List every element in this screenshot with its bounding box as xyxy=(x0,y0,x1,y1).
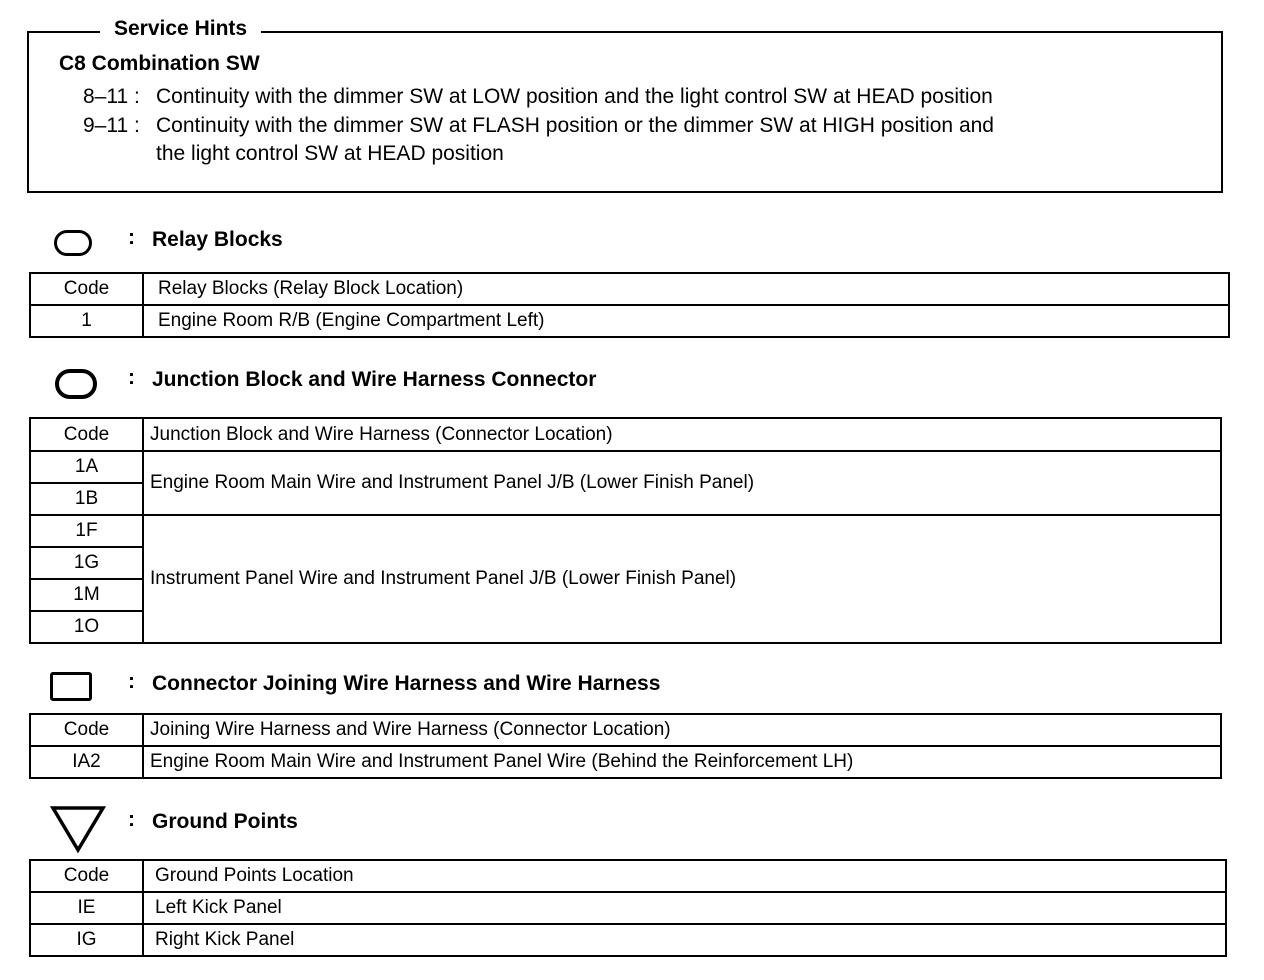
connector-table xyxy=(29,713,1222,779)
row-code: 1G xyxy=(30,547,143,579)
hint-text: Continuity with the dimmer SW at LOW position and the light control SW at HEAD position xyxy=(156,85,993,108)
header-code: Code xyxy=(30,714,143,746)
header-code: Code xyxy=(30,273,143,305)
row-code: 1B xyxy=(30,483,143,515)
header-code: Code xyxy=(30,860,143,892)
section-title: Relay Blocks xyxy=(152,228,283,251)
separator-colon: : xyxy=(128,670,135,693)
table-header-row xyxy=(30,273,1229,305)
table-header-row xyxy=(30,860,1226,892)
hint-key: 8–11 : xyxy=(83,85,140,108)
separator-colon: : xyxy=(128,226,135,249)
ground-points-table xyxy=(29,859,1227,957)
row-code: 1M xyxy=(30,579,143,611)
row-code: 1F xyxy=(30,515,143,547)
header-desc: Ground Points Location xyxy=(143,860,1226,892)
separator-colon: : xyxy=(128,366,135,389)
row-desc: Instrument Panel Wire and Instrument Panel J/B (Lower Finish Panel) xyxy=(143,515,1221,643)
table-row xyxy=(30,924,1226,956)
row-code: IA2 xyxy=(30,746,143,778)
table-row xyxy=(30,451,1221,483)
header-desc: Relay Blocks (Relay Block Location) xyxy=(143,273,1229,305)
row-desc: Left Kick Panel xyxy=(143,892,1226,924)
row-code: 1A xyxy=(30,451,143,483)
section-title: Ground Points xyxy=(152,810,298,833)
table-row xyxy=(30,892,1226,924)
row-code: 1 xyxy=(30,305,143,337)
oval-icon xyxy=(55,369,97,399)
junction-block-table xyxy=(29,417,1222,644)
table-header-row xyxy=(30,714,1221,746)
table-header-row xyxy=(30,418,1221,451)
separator-colon: : xyxy=(128,808,135,831)
square-icon xyxy=(50,672,92,701)
triangle-down-icon xyxy=(50,806,106,854)
hint-key: 9–11 : xyxy=(83,114,140,137)
table-row xyxy=(30,515,1221,547)
row-desc: Engine Room Main Wire and Instrument Panel Wire (Behind the Reinforcement LH) xyxy=(143,746,1221,778)
service-hints-title: Service Hints xyxy=(100,16,261,42)
section-title: Connector Joining Wire Harness and Wire Harness xyxy=(152,672,661,695)
row-code: IG xyxy=(30,924,143,956)
header-desc: Joining Wire Harness and Wire Harness (Connector Location) xyxy=(143,714,1221,746)
header-desc: Junction Block and Wire Harness (Connector Location) xyxy=(143,418,1221,451)
row-desc: Right Kick Panel xyxy=(143,924,1226,956)
table-row xyxy=(30,305,1229,337)
component-title: C8 Combination SW xyxy=(59,52,260,75)
table-row xyxy=(30,746,1221,778)
header-code: Code xyxy=(30,418,143,451)
row-desc: Engine Room Main Wire and Instrument Panel J/B (Lower Finish Panel) xyxy=(143,451,1221,515)
row-code: 1O xyxy=(30,611,143,643)
row-code: IE xyxy=(30,892,143,924)
hint-text: the light control SW at HEAD position xyxy=(156,142,504,165)
row-desc: Engine Room R/B (Engine Compartment Left) xyxy=(143,305,1229,337)
rounded-rect-icon xyxy=(54,230,92,256)
hint-text: Continuity with the dimmer SW at FLASH position or the dimmer SW at HIGH position and xyxy=(156,114,994,137)
section-title: Junction Block and Wire Harness Connector xyxy=(152,368,597,391)
relay-blocks-table xyxy=(29,272,1230,338)
